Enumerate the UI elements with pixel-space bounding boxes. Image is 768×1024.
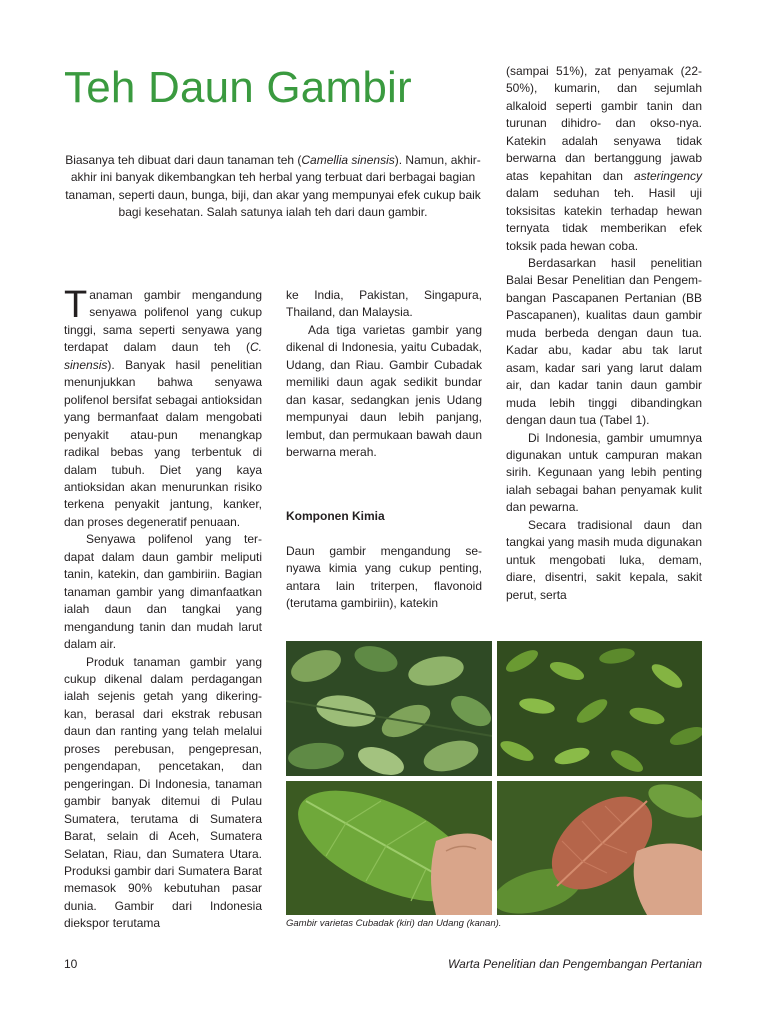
paragraph-text: (sampai 51%), zat penyamak (22-50%), kumarin, dan sejumlah alkaloid seperti gambir tanin dan turunan dihidro- dan okso-nya. Katekin adalah senyawa tidak berwarna dan bertanggung jawab atas kepahitan dan [506, 64, 702, 183]
paragraph: Secara tradisional daun dan tangkai yang masih muda digunakan untuk mengobati luka, demam, diare, disentri, sakit kepala, sakit perut, serta [506, 517, 702, 602]
paragraph: Di Indonesia, gambir umumnya digunakan untuk campuran makan sirih. Kegunaan yang lebih penting ialah sebagai bahan penyamak kulit dan pewarna. [506, 430, 702, 515]
body-column-3 [506, 63, 702, 604]
body-column-2-continued [286, 543, 482, 613]
running-title: Warta Penelitian dan Pengembangan Pertanian [448, 957, 702, 971]
figure-caption: Gambir varietas Cubadak (kiri) dan Udang (kanan). [286, 918, 502, 929]
paragraph-text: ). Banyak hasil penelitian menunjukkan bahwa senyawa polifenol bersifat sebagai antioksidan yang bermanfaat dalam mengobati penyakit atau-pun menangkap radikal bebas yang terbentuk di dalam tubuh. Diet yang kaya antioksidan akan menurunkan risiko terkena penyakit jantung, kanker, dan proses degeneratif penuaan. [64, 357, 262, 529]
paragraph: Ada tiga varietas gambir yang dikenal di Indonesia, yaitu Cubadak, Udang, dan Riau. Gambir Cubadak memiliki daun agak sedikit bundar dan kasar, sedangkan jenis Udang mempunyai daun lebih panjang, lembut, dan permukaan bawah daun berwarna merah. [286, 322, 482, 460]
section-heading: Komponen Kimia [286, 509, 385, 523]
paragraph: Berdasarkan hasil penelitian Balai Besar Penelitian dan Pengem-bangan Pascapanen Pertanian (BB Pascapanen), kualitas daun gambir muda berbeda dengan daun tua. Kadar abu, kadar abu tak larut asam, kadar sari yang larut dalam air, dan kadar tanin daun gambir muda lebih tinggi dibandingkan dengan daun tua (Tabel 1). [506, 255, 702, 428]
photo-udang-plant [497, 641, 702, 776]
paragraph: Daun gambir mengandung se-nyawa kimia yang cukup penting, antara lain triterpen, flavonoid (terutama gambiriin), katekin [286, 544, 482, 611]
photo-cubadak-leaf [286, 781, 492, 915]
paragraph-text: anaman gambir mengandung senyawa polifenol yang cukup tinggi, sama seperti senyawa yang terdapat dalam daun teh ( [64, 288, 262, 355]
intro-species-name: Camellia sinensis [301, 153, 395, 167]
article-title: Teh Daun Gambir [64, 63, 412, 112]
term-italic: asteringency [633, 168, 702, 183]
photo-udang-leaf [497, 781, 702, 915]
drop-cap: T [64, 284, 88, 326]
photo-cubadak-plant [286, 641, 492, 776]
intro-text-start: Biasanya teh dibuat dari daun tanaman teh ( [65, 153, 302, 167]
article-intro [64, 152, 482, 221]
page-number: 10 [64, 957, 78, 971]
body-column-1 [64, 284, 262, 933]
paragraph [64, 284, 262, 531]
body-column-2 [286, 287, 482, 462]
species-name: C. sinensis [64, 340, 262, 372]
intro-text-end: ). Namun, akhir-akhir ini banyak dikembangkan teh herbal yang terbuat dari berbagai bagian tanaman, seperti daun, bunga, biji, dan akar yang mempunyai efek cukup baik bagi kesehatan. Salah satunya ialah teh dari daun gambir. [65, 153, 481, 219]
paragraph: Senyawa polifenol yang ter-dapat dalam daun gambir meliputi tanin, katekin, dan gambiriin. Bagian tanaman gambir yang dimanfaatkan ialah daun dan tangkai yang mengandung tanin dan mudah larut dalam air. [64, 532, 262, 652]
paragraph: Produk tanaman gambir yang cukup dikenal dalam perdagangan ialah sejenis getah yang dikering-kan, berasal dari ekstrak rebusan daun dan ranting yang telah melalui proses perebusan, pengepresan, pengendapan, pencetakan, dan pengeringan. Di Indonesia, tanaman gambir banyak ditemui di Pulau Sumatera, terutama di Sumatera Barat, selain di Aceh, Sumatera Selatan, Riau, dan Sumatera Utara. Produksi gambir dari Sumatera Barat memasok 90% kebutuhan pasar dunia. Gambir dari Indonesia diekspor terutama [64, 654, 262, 931]
paragraph-text: dalam seduhan teh. Hasil uji toksisitas katekin terhadap hewan ternyata tidak memberikan efek toksik pada hewan coba. [506, 186, 702, 253]
paragraph: ke India, Pakistan, Singapura, Thailand, dan Malaysia. [286, 288, 482, 320]
paragraph [506, 63, 702, 255]
